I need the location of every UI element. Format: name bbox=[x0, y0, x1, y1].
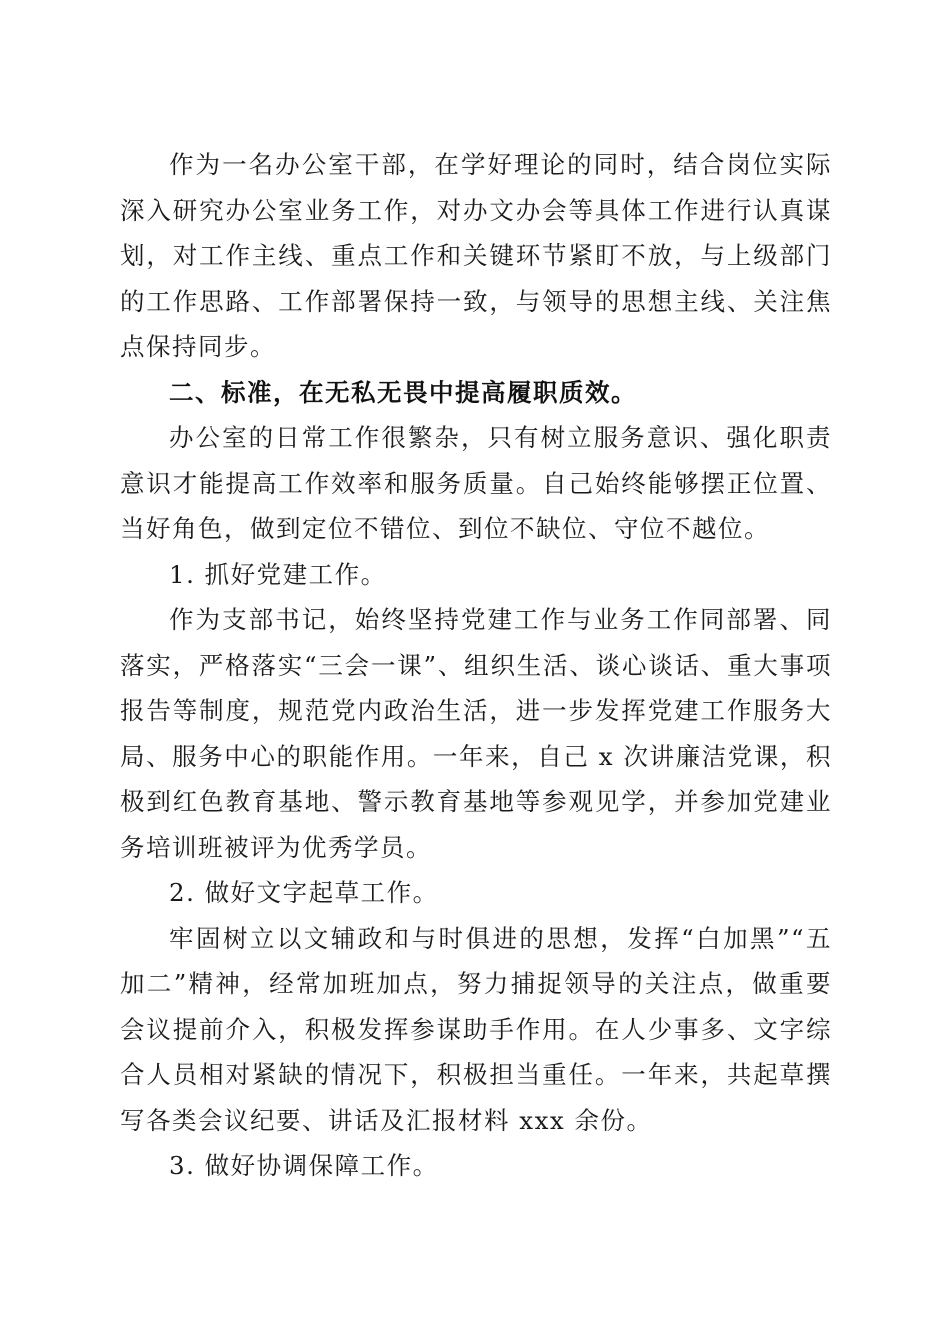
item-coordination: 3. 做好协调保障工作。 bbox=[169, 1151, 439, 1180]
item-drafting: 2. 做好文字起草工作。 bbox=[169, 878, 439, 907]
paragraph-party-secretary: 作为支部书记，始终坚持党建工作与业务工作同部署、同落实，严格落实“三会一课”、组织生活、谈心谈话、重大事项报告等制度，规范党内政治生活，进一步发挥党建工作服务大局、服务中心的职能作用。一年来，自己 x 次讲廉洁党课，积极到红色教育基地、警示教育基地等参观见学，并参加党建业务培训班被评为优秀学员。 bbox=[120, 605, 832, 862]
section-heading-standard: 二、标准，在无私无畏中提高履职质效。 bbox=[169, 377, 637, 407]
document-body bbox=[120, 142, 832, 1189]
paragraph-drafting-work: 牢固树立以文辅政和与时俱进的思想，发挥“白加黑”“五加二”精神，经常加班加点，努力捕捉领导的关注点，做重要会议提前介入，积极发挥参谋助手作用。在人少事多、文字综合人员相对紧缺的情况下，积极担当重任。一年来，共起草撰写各类会议纪要、讲话及汇报材料 xxx 余份。 bbox=[120, 923, 832, 1135]
paragraph-office-cadre: 作为一名办公室干部，在学好理论的同时，结合岗位实际深入研究办公室业务工作，对办文办会等具体工作进行认真谋划，对工作主线、重点工作和关键环节紧盯不放，与上级部门的工作思路、工作部署保持一致，与领导的思想主线、关注焦点保持同步。 bbox=[120, 150, 832, 361]
paragraph-daily-work: 办公室的日常工作很繁杂，只有树立服务意识、强化职责意识才能提高工作效率和服务质量。自己始终能够摆正位置、当好角色，做到定位不错位、到位不缺位、守位不越位。 bbox=[120, 423, 832, 543]
item-party-building: 1. 抓好党建工作。 bbox=[169, 559, 387, 589]
